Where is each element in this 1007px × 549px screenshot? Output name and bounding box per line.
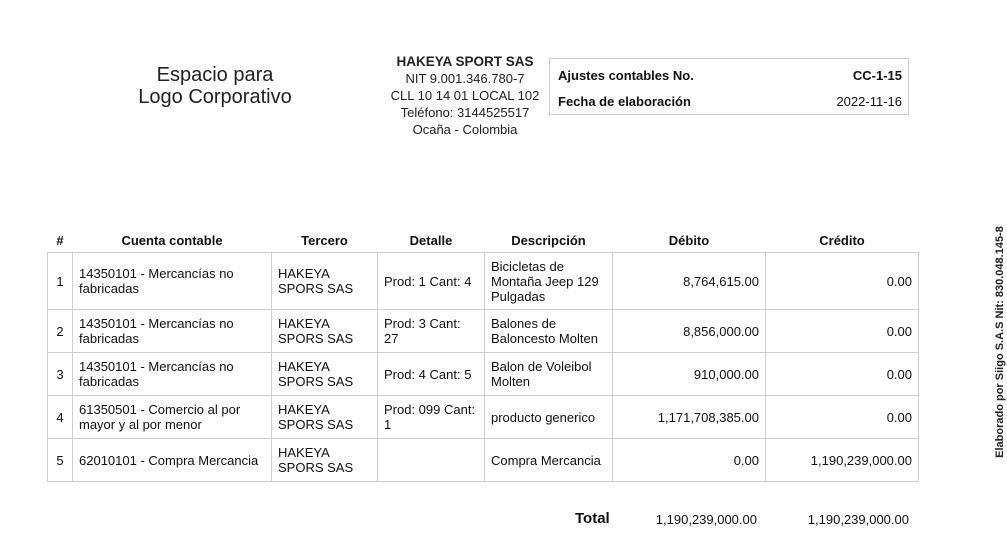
row-debit: 910,000.00: [613, 353, 766, 396]
col-header-index: #: [56, 232, 64, 248]
row-third-party: HAKEYA SPORS SAS: [272, 253, 378, 310]
company-name: HAKEYA SPORT SAS: [396, 54, 534, 69]
row-credit: 0.00: [766, 253, 919, 310]
total-debit: 1,190,239,000.00: [655, 512, 757, 527]
table-header-row: [48, 228, 919, 253]
table-row: [48, 353, 919, 396]
row-description: Balones de Baloncesto Molten: [485, 310, 613, 353]
row-detail: Prod: 1 Cant: 4: [378, 253, 485, 310]
row-third-party: HAKEYA SPORS SAS: [272, 310, 378, 353]
row-account: 61350501 - Comercio al por mayor y al por menor: [73, 396, 272, 439]
logo-placeholder: [110, 64, 320, 108]
row-detail: Prod: 3 Cant: 27: [378, 310, 485, 353]
row-index: 2: [48, 310, 73, 353]
table-row: [48, 253, 919, 310]
row-account: 14350101 - Mercancías no fabricadas: [73, 353, 272, 396]
row-third-party: HAKEYA SPORS SAS: [272, 396, 378, 439]
logo-line-2: Logo Corporativo: [138, 86, 292, 108]
row-account: 62010101 - Compra Mercancia: [73, 439, 272, 482]
row-index: 4: [48, 396, 73, 439]
col-header-debit: Débito: [668, 232, 710, 248]
row-detail: [378, 439, 485, 482]
total-label: Total: [575, 510, 610, 527]
row-account: 14350101 - Mercancías no fabricadas: [73, 310, 272, 353]
logo-line-1: Espacio para: [156, 64, 274, 86]
company-phone: Teléfono: 3144525517: [400, 105, 530, 120]
table-row: [48, 396, 919, 439]
company-address: CLL 10 14 01 LOCAL 102: [390, 88, 540, 103]
row-detail: Prod: 099 Cant: 1: [378, 396, 485, 439]
row-detail: Prod: 4 Cant: 5: [378, 353, 485, 396]
row-debit: 1,171,708,385.00: [613, 396, 766, 439]
date-row: [558, 91, 902, 111]
row-account: 14350101 - Mercancías no fabricadas: [73, 253, 272, 310]
row-third-party: HAKEYA SPORS SAS: [272, 439, 378, 482]
row-description: producto generico: [485, 396, 613, 439]
table-row: [48, 310, 919, 353]
row-index: 1: [48, 253, 73, 310]
elaborated-by-text: Elaborado por Siigo S.A.S Nit: 830.048.145-8: [994, 226, 1006, 458]
table-row: [48, 439, 919, 482]
row-credit: 0.00: [766, 396, 919, 439]
row-debit: 0.00: [613, 439, 766, 482]
col-header-account: Cuenta contable: [121, 232, 223, 248]
col-header-detail: Detalle: [409, 232, 453, 248]
row-debit: 8,764,615.00: [613, 253, 766, 310]
col-header-credit: Crédito: [819, 232, 865, 248]
date-value: 2022-11-16: [836, 93, 902, 109]
row-index: 3: [48, 353, 73, 396]
ledger-table: [47, 228, 919, 482]
adjust-number-value: CC-1-15: [852, 67, 902, 83]
row-third-party: HAKEYA SPORS SAS: [272, 353, 378, 396]
row-credit: 0.00: [766, 353, 919, 396]
document-info-box: [549, 58, 909, 115]
adjust-number-row: [558, 65, 902, 85]
row-index: 5: [48, 439, 73, 482]
col-header-third-party: Tercero: [301, 232, 348, 248]
row-description: Balon de Voleibol Molten: [485, 353, 613, 396]
adjust-number-label: Ajustes contables No.: [558, 67, 694, 83]
totals-row: [0, 510, 1007, 530]
row-credit: 0.00: [766, 310, 919, 353]
company-city: Ocaña - Colombia: [412, 122, 518, 137]
col-header-description: Descripción: [511, 232, 586, 248]
company-nit: NIT 9.001.346.780-7: [405, 71, 525, 86]
row-credit: 1,190,239,000.00: [766, 439, 919, 482]
row-description: Bicicletas de Montaña Jeep 129 Pulgadas: [485, 253, 613, 310]
row-debit: 8,856,000.00: [613, 310, 766, 353]
company-info: [370, 53, 560, 138]
total-credit: 1,190,239,000.00: [807, 512, 909, 527]
vertical-footer-text: [990, 212, 1007, 472]
date-label: Fecha de elaboración: [558, 93, 691, 109]
row-description: Compra Mercancia: [485, 439, 613, 482]
